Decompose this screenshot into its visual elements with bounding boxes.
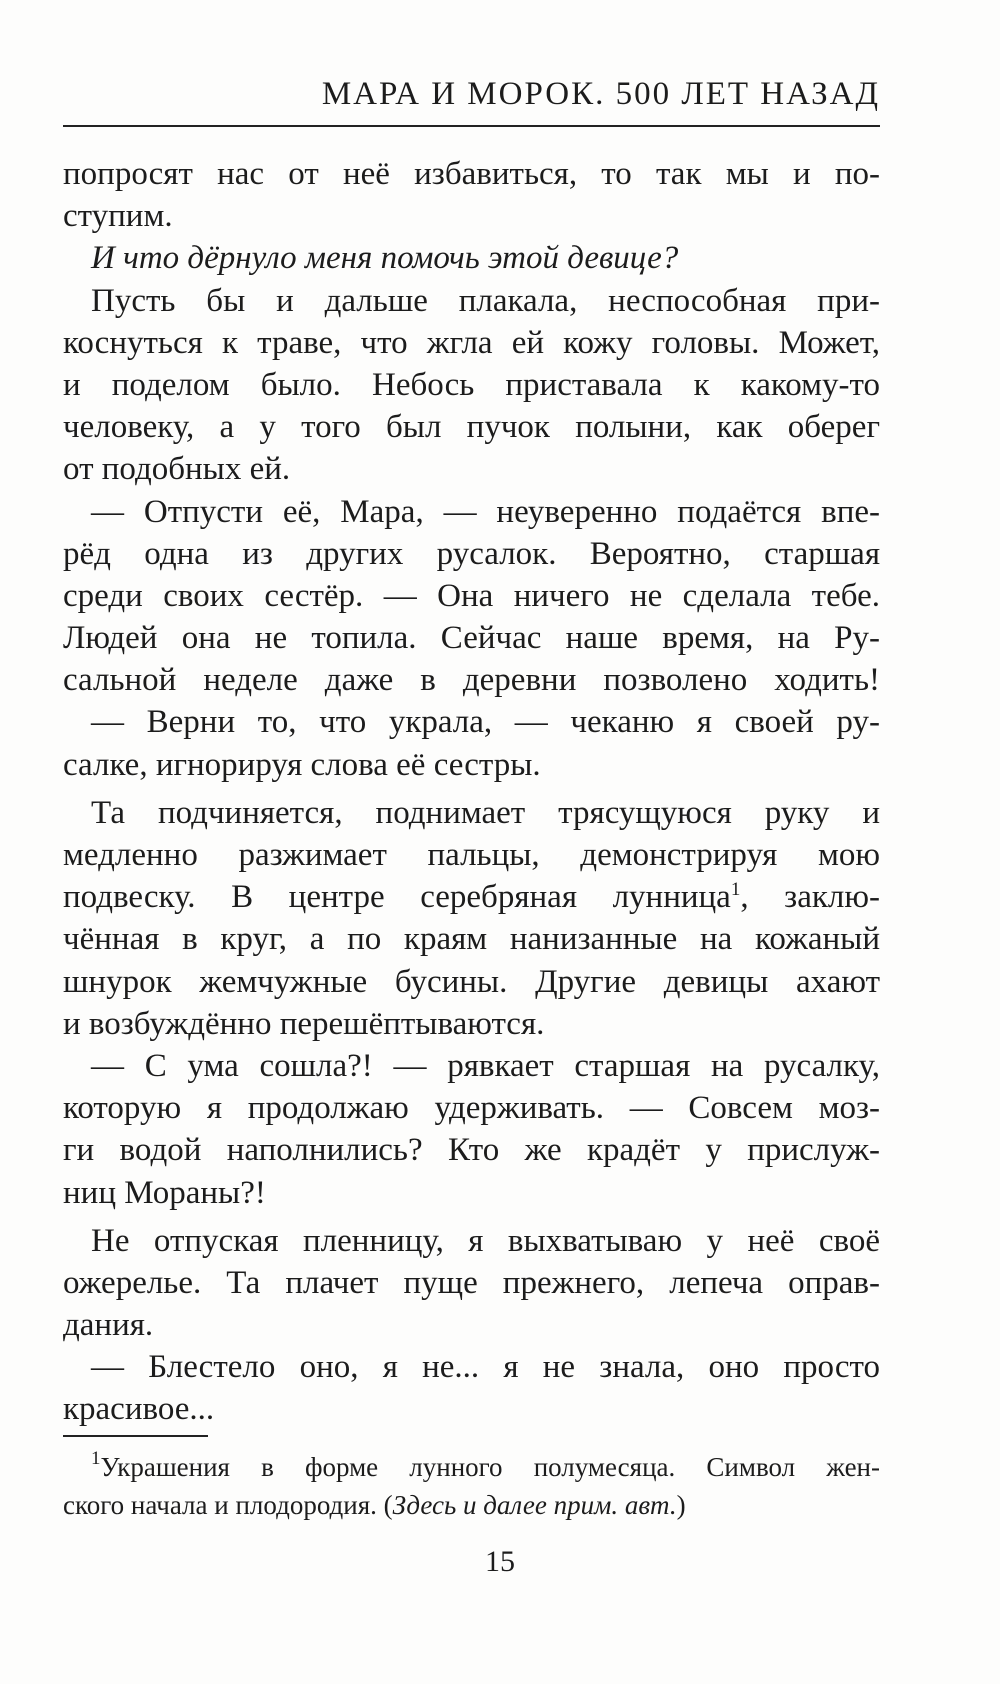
text-line: ожерелье. Та плачет пуще прежнего, лепеча оправ- — [63, 1264, 880, 1301]
text-line: ступим. — [63, 198, 173, 235]
text-line: — Отпусти её, Мара, — неуверенно подаётся впе- — [91, 493, 880, 530]
text-fragment: подвеску. В центре серебряная лунница — [63, 879, 731, 916]
text-line: от подобных ей. — [63, 451, 291, 488]
footnote-rule — [63, 1435, 208, 1437]
footnote-marker: 1 — [91, 1448, 101, 1469]
footnote-text: ) — [676, 1490, 686, 1520]
text-line: рёд одна из других русалок. Вероятно, старшая — [63, 535, 880, 572]
text-line: — С ума сошла?! — рявкает старшая на русалку, — [91, 1047, 880, 1084]
text-line: Людей она не топила. Сейчас наше время, на Ру- — [63, 620, 880, 657]
footnote-line — [63, 1448, 880, 1486]
running-head: МАРА И МОРОК. 500 ЛЕТ НАЗАД — [321, 76, 880, 112]
text-line-italic: И что дёрнуло меня помочь этой девице? — [91, 240, 679, 277]
text-line: — Блестело оно, я не... я не знала, оно просто — [91, 1349, 880, 1386]
text-line: попросят нас от неё избавиться, то так мы и по- — [63, 156, 880, 192]
text-line: чённая в круг, а по краям нанизанные на кожаный — [63, 921, 880, 958]
text-line: красивое... — [63, 1391, 215, 1428]
text-line: и возбуждённо перешёптываются. — [63, 1005, 545, 1042]
text-line: медленно разжимает пальцы, демонстрируя мою — [63, 837, 880, 873]
text-fragment: , заклю- — [740, 879, 880, 916]
footnote-text: ского начала и плодородия. ( — [63, 1490, 393, 1520]
text-line: которую я продолжаю удерживать. — Совсем моз- — [63, 1090, 880, 1127]
footnote — [63, 1448, 880, 1524]
text-line-with-footnote — [63, 876, 880, 918]
footnote-line — [63, 1486, 880, 1524]
page-number: 15 — [485, 1545, 515, 1578]
text-line: Пусть бы и дальше плакала, неспособная при- — [91, 282, 880, 319]
text-line: — Верни то, что украла, — чеканю я своей ру- — [91, 704, 880, 741]
text-line: сальной неделе даже в деревни позволено ходить! — [63, 662, 880, 699]
text-line: дания. — [63, 1307, 154, 1344]
footnote-author-note: Здесь и далее прим. авт. — [392, 1490, 677, 1520]
footnote-text: Украшения в форме лунного полумесяца. Символ жен- — [100, 1452, 880, 1482]
text-line: человеку, а у того был пучок полыни, как оберег — [63, 409, 880, 446]
text-line: Не отпуская пленницу, я выхватываю у неё своё — [91, 1222, 880, 1259]
body-text — [63, 153, 880, 1431]
header-rule — [63, 125, 880, 127]
text-line: шнурок жемчужные бусины. Другие девицы ахают — [63, 963, 880, 1000]
text-line: ниц Мораны?! — [63, 1174, 266, 1211]
text-line: салке, игнорируя слова её сестры. — [63, 746, 541, 783]
text-line: и поделом было. Небось приставала к какому-то — [63, 366, 880, 403]
text-line: среди своих сестёр. — Она ничего не сделала тебе. — [63, 577, 880, 614]
text-line: Та подчиняется, поднимает трясущуюся руку и — [91, 794, 880, 831]
text-line: коснуться к траве, что жгла ей кожу головы. Может, — [63, 324, 880, 361]
text-line: ги водой наполнились? Кто же крадёт у прислуж- — [63, 1132, 880, 1169]
footnote-reference[interactable]: 1 — [730, 879, 741, 901]
